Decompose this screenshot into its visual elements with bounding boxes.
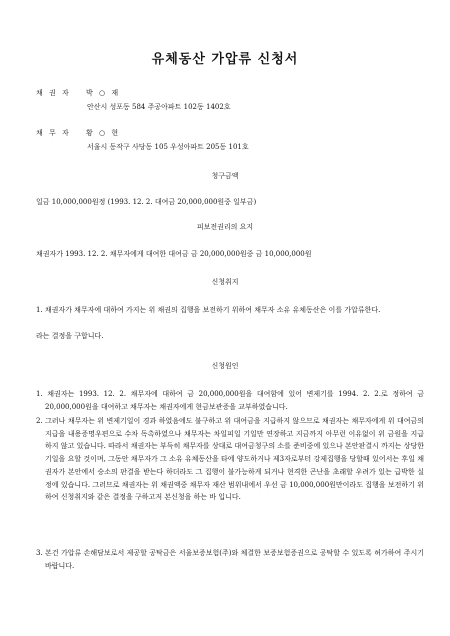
reasons-item-3: 3. 본건 가압류 손해담보로서 제공할 공탁금은 서울보증보험(주)와 체결한 보증보험증권으로 공탁할 수 있도록 허가하여 주시기 바랍니다. bbox=[36, 549, 424, 570]
reasons-item-1: 1. 채권자는 1993. 12. 2. 채무자에 대하여 금 20,000,000원을 대여함에 있어 변제기를 1994. 2. 2.로 정하여 금 20,000,000원을 대여하고 채무자는 채권자에게 현금보관증을 교부하였습니다. bbox=[36, 390, 424, 411]
claim-amount-heading: 청구금액 bbox=[211, 172, 239, 180]
debtor-name: 황 ○ 현 bbox=[86, 129, 121, 137]
debtor-address: 서울시 동작구 사당동 105 우성아파트 205동 101호 bbox=[87, 143, 249, 151]
purpose-closing: 라는 결정을 구합니다. bbox=[36, 332, 104, 340]
document-title: 유체동산 가압류 신청서 bbox=[151, 52, 299, 67]
reasons-heading: 신청원인 bbox=[211, 362, 239, 370]
creditor-address: 안산시 성포동 584 주공아파트 102동 1402호 bbox=[87, 103, 231, 111]
creditor-role-label: 채 권 자 bbox=[36, 89, 71, 97]
purpose-item-1: 1. 채권자가 채무자에 대하여 가지는 위 채권의 집행을 보전하기 위하여 채무자 소유 유체동산은 이를 가압류한다. bbox=[36, 306, 381, 314]
debtor-block bbox=[36, 128, 249, 152]
preserved-right-text: 채권자가 1993. 12. 2. 채무자에게 대여한 대여금 금 20,000,000원중 금 10,000,000원 bbox=[36, 250, 312, 258]
creditor-name: 박 ○ 재 bbox=[86, 89, 121, 97]
preserved-right-heading: 피보전권리의 요지 bbox=[196, 223, 254, 231]
debtor-role-label: 채 무 자 bbox=[36, 129, 71, 137]
reasons-item-2: 2. 그러나 채무자는 위 변제기일이 경과 하였음에도 불구하고 위 대여금을 지급하지 않으므로 채권자는 채무자에게 위 대여금의 지급을 내용증명우편으로 수차 독촉하였으나 채무자는 차일피일 기일만 연장하고 지금까지 아무런 이유없이 위 금원을 지급하지 않고 있습니다. 따라서 채권자는 부득히 채무자를 상대로 대여금청구의 소를 준비중에 있으나 본안판결시 까지는 상당한기일을 요할 것이며, 그동안 채무자가 그 소유 유체동산을 타에 양도하거나 제3자로부터 강제집행을 당할때 있어서는 후일 채권자가 본안에서 승소의 판결을 받는다 하더라도 그 집행이 불가능하게 되거나 현격한 곤난을 초래할 우려가 있는 급박한 실정에 있습니다. 그러므로 채권자는 위 채권액중 채무자 재산 범위내에서 우선 금 10,000,000원만이라도 집행을 보전하기 위하여 신청취지와 같은 결정을 구하고저 본신청을 하는 바 입니다. bbox=[36, 417, 424, 502]
creditor-block bbox=[36, 88, 231, 112]
claim-amount-text: 일금 10,000,000원정 (1993. 12. 2. 대여금 20,000,000원중 일부금) bbox=[36, 198, 257, 206]
purpose-heading: 신청취지 bbox=[211, 278, 239, 286]
